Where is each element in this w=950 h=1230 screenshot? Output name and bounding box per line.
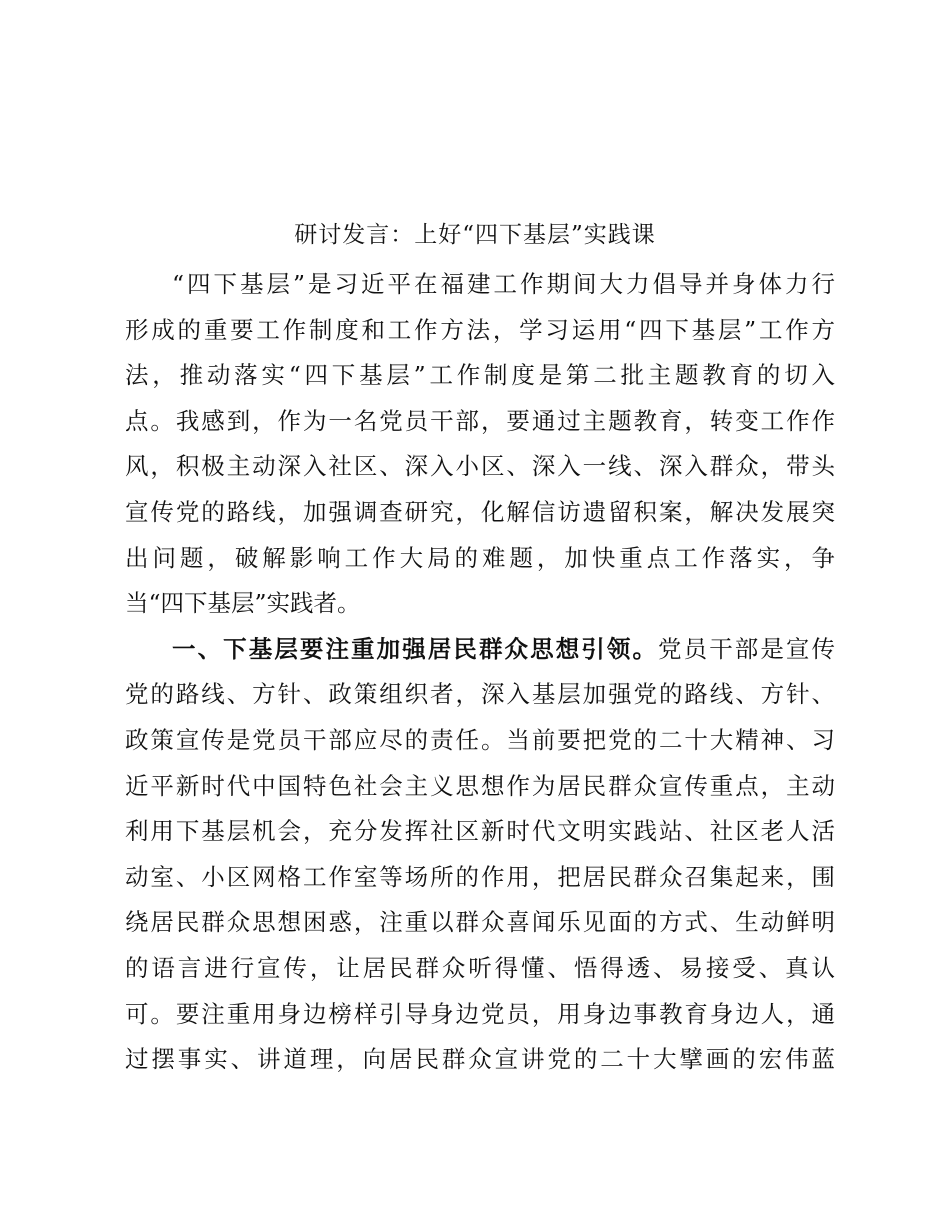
paragraph-section-one: [125, 627, 835, 1083]
document-body: [125, 262, 835, 1083]
text-line: 可。要注重用身边榜样引导身边党员，用身边事教育身边人，通: [125, 999, 835, 1028]
text-line: 出问题，破解影响工作大局的难题，加快重点工作落实，争: [125, 543, 835, 572]
text-line: 近平新时代中国特色社会主义思想作为居民群众宣传重点，主动: [125, 771, 835, 800]
paragraph-intro: [125, 262, 835, 627]
text-line: 法，推动落实“四下基层”工作制度是第二批主题教育的切入: [125, 361, 835, 390]
text-line: [125, 627, 835, 673]
text-line: 党的路线、方针、政策组织者，深入基层加强党的路线、方针、: [125, 680, 835, 709]
text-line: 绕居民群众思想困惑，注重以群众喜闻乐见面的方式、生动鲜明: [125, 908, 835, 937]
text-line: 宣传党的路线，加强调查研究，化解信访遗留积案，解决发展突: [125, 497, 835, 526]
text-line: 风，积极主动深入社区、深入小区、深入一线、深入群众，带头: [125, 452, 835, 481]
text-line: 利用下基层机会，充分发挥社区新时代文明实践站、社区老人活: [125, 817, 835, 846]
text-line: 点。我感到，作为一名党员干部，要通过主题教育，转变工作作: [125, 406, 835, 435]
text-line: 动室、小区网格工作室等场所的作用，把居民群众召集起来，围: [125, 862, 835, 891]
text-line: 形成的重要工作制度和工作方法，学习运用“四下基层”工作方: [125, 315, 835, 344]
section-heading: 一、下基层要注重加强居民群众思想引领。: [172, 634, 659, 663]
text-line: “四下基层”是习近平在福建工作期间大力倡导并身体力行: [172, 270, 835, 298]
text-line: 过摆事实、讲道理，向居民群众宣讲党的二十大擘画的宏伟蓝: [125, 1045, 835, 1074]
document-title: 研讨发言：上好“四下基层”实践课: [294, 222, 656, 248]
text-line: 当“四下基层”实践者。: [125, 589, 361, 618]
text-line: 政策宣传是党员干部应尽的责任。当前要把党的二十大精神、习: [125, 725, 835, 754]
text-line: 的语言进行宣传，让居民群众听得懂、悟得透、易接受、真认: [125, 953, 835, 982]
section-heading-continuation: 党员干部是宣传: [658, 634, 835, 663]
